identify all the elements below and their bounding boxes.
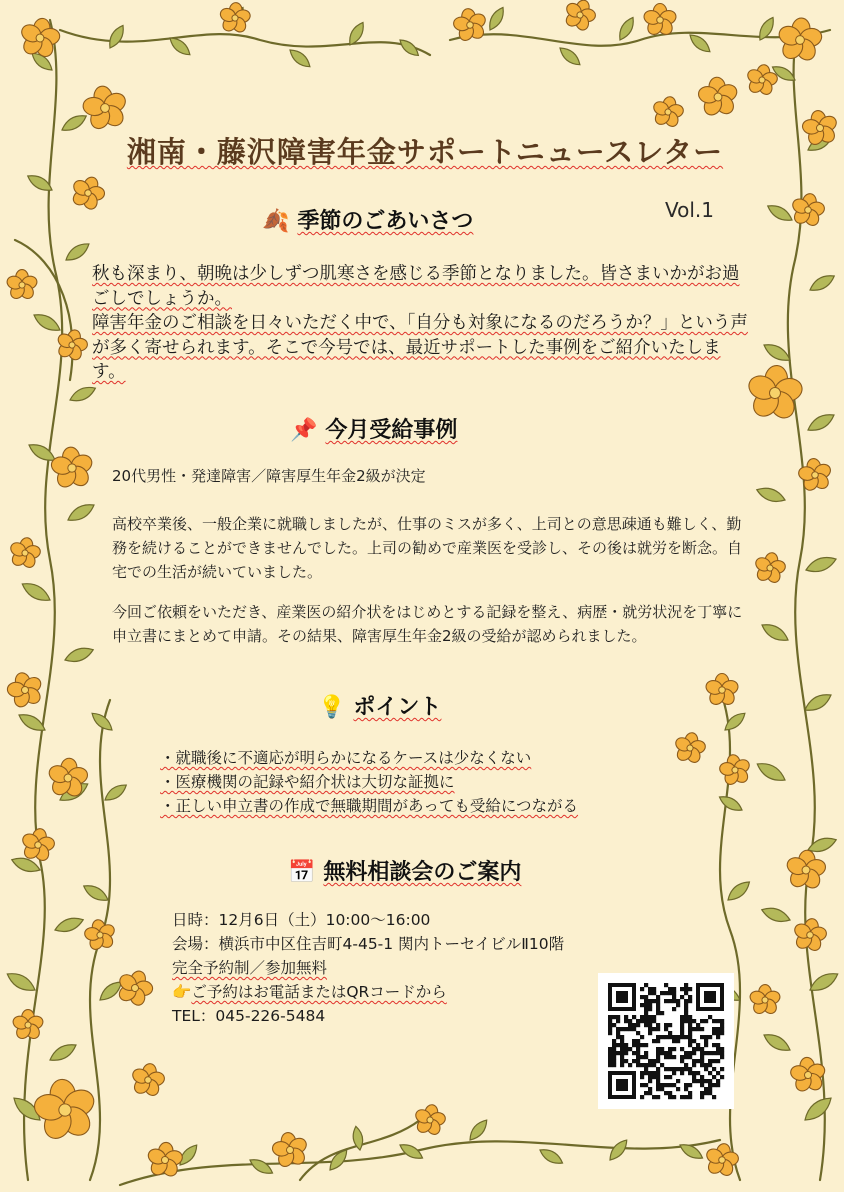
flower: [81, 917, 119, 954]
leaf: [754, 759, 788, 786]
leaf: [725, 878, 753, 904]
leaf: [806, 834, 838, 855]
greeting-paragraph-1: 秋も深まり、朝晩は少しずつ肌寒さを感じる季節となりました。皆さまいかがお過ごしでしょうか。: [92, 264, 740, 309]
flower: [695, 75, 741, 119]
flower: [2, 668, 48, 713]
leaf: [805, 410, 837, 435]
leaf: [19, 579, 53, 606]
consult-reserve: ご予約はお電話またはQRコードから: [191, 983, 447, 1001]
flower: [649, 94, 687, 131]
leaf: [616, 15, 638, 42]
flower: [11, 1010, 44, 1042]
leaf: [765, 201, 795, 224]
leaf: [102, 781, 129, 804]
leaf: [167, 34, 193, 58]
leaf: [466, 1117, 490, 1143]
leaf: [606, 1137, 630, 1163]
consult-venue: 会場：横浜市中区住吉町4-45-1 関内トーセイビルⅡ10階: [172, 935, 565, 953]
leaf: [759, 620, 791, 645]
consult-note: 完全予約制／参加無料: [172, 959, 328, 977]
leaf: [761, 340, 793, 365]
leaf: [26, 440, 58, 465]
flower: [788, 1056, 829, 1095]
vine: [120, 1140, 720, 1185]
leaf: [717, 793, 744, 815]
leaf: [807, 271, 837, 294]
case-paragraph-1: 高校卒業後、一般企業に就職しましたが、仕事のミスが多く、上司との意思疎通も難しく、勤務を続けることができませんでした。上司の勧めで産業医を受診し、その後は就労を断念。自宅での生活が続いていました。: [112, 515, 743, 581]
flower: [704, 674, 740, 708]
greeting-body: [92, 262, 752, 385]
leaf: [57, 779, 91, 806]
leaf: [678, 1141, 705, 1163]
point-item: ・正しい申立書の作成で無職期間があっても受給につながる: [160, 797, 579, 815]
case-heading-text: 今月受給事例: [325, 418, 458, 443]
flower: [450, 6, 491, 45]
leaf: [97, 978, 125, 1004]
leaf: [10, 1093, 44, 1125]
flower: [65, 171, 110, 215]
greeting-heading: [262, 204, 473, 235]
flower: [78, 82, 133, 135]
volume-number: Vol.1: [665, 198, 715, 222]
flower: [774, 16, 825, 65]
flower: [701, 1141, 742, 1180]
vine: [24, 20, 62, 1180]
greeting-paragraph-2: 障害年金のご相談を日々いただく中で、「自分も対象になるのだろうか？」という声が多く寄せられます。そこで今号では、最近サポートした事例をご紹介いたします。: [92, 313, 748, 382]
leaf: [801, 1093, 835, 1125]
flower: [217, 1, 253, 35]
qr-code-graphic: [598, 973, 734, 1109]
leaf: [760, 904, 792, 925]
flower: [15, 15, 64, 62]
leaf: [10, 854, 42, 875]
leaf: [47, 1040, 79, 1065]
leaf-emoji-icon: 🍂: [262, 209, 290, 234]
leaf: [770, 63, 797, 85]
leaf: [755, 484, 787, 505]
vine: [60, 30, 430, 55]
leaf: [397, 37, 421, 59]
leaf: [687, 31, 713, 55]
flower: [716, 752, 754, 789]
leaf: [81, 881, 111, 904]
leaf: [4, 969, 38, 996]
flower: [28, 1075, 103, 1147]
flower: [127, 1061, 168, 1100]
flower: [751, 550, 789, 587]
vine: [90, 700, 110, 1180]
leaf: [31, 310, 63, 335]
flower: [52, 326, 92, 365]
newsletter-title: 湘南・藤沢障害年金サポートニュースレター: [126, 135, 724, 169]
consult-info: [172, 908, 564, 1028]
flower: [795, 456, 835, 494]
leaf: [25, 171, 55, 194]
flower: [798, 107, 842, 149]
leaf: [346, 20, 368, 47]
flower: [48, 445, 97, 492]
leaf: [557, 44, 583, 68]
leaf: [804, 553, 838, 575]
case-paragraph-2: 今回ご依頼をいただき、産業医の紹介状をはじめとする記録を整え、病歴・就労状況を丁寧に申立書にまとめて申請。その結果、障害厚生年金2級の受給が認められました。: [112, 603, 743, 645]
flower: [642, 4, 678, 38]
flower: [45, 756, 91, 800]
leaf: [248, 1156, 275, 1178]
leaf: [807, 969, 841, 996]
points-list: [160, 746, 578, 818]
leaf: [226, 5, 248, 32]
consult-heading-text: 無料相談会のご案内: [323, 860, 522, 885]
case-heading: [290, 413, 457, 444]
leaf: [63, 644, 95, 665]
leaf: [16, 710, 48, 735]
case-summary: 20代男性・発達障害／障害厚生年金2級が決定: [112, 467, 426, 485]
pointing-hand-emoji-icon: 👉: [172, 983, 192, 1001]
greeting-heading-text: 季節のごあいさつ: [297, 209, 474, 234]
leaf: [802, 690, 834, 715]
flower: [743, 363, 807, 424]
flower: [111, 965, 159, 1012]
flower: [748, 985, 781, 1017]
leaf: [89, 710, 115, 734]
flower: [6, 535, 44, 572]
leaf: [106, 23, 128, 50]
flower: [268, 1129, 312, 1171]
leaf: [68, 383, 98, 404]
point-item: ・就職後に不適応が明らかになるケースは少なくない: [160, 749, 532, 767]
vine: [450, 30, 830, 46]
vine: [788, 20, 825, 1180]
leaf: [722, 710, 748, 734]
vine: [15, 240, 73, 380]
leaf: [326, 1147, 350, 1173]
leaf: [756, 15, 778, 42]
leaf: [176, 1142, 200, 1168]
pushpin-emoji-icon: 📌: [290, 418, 318, 443]
consult-reserve-line: [172, 980, 564, 1004]
flower: [787, 191, 828, 230]
point-item: ・医療機関の記録や紹介状は大切な証拠に: [160, 773, 455, 791]
leaf: [805, 131, 835, 154]
lightbulb-emoji-icon: 💡: [318, 695, 346, 720]
consult-date: 日時：12月6日（土）10:00～16:00: [172, 911, 431, 929]
leaf: [761, 1030, 793, 1055]
consult-tel[interactable]: TEL：045-226-5484: [172, 1007, 326, 1025]
leaf: [538, 1146, 565, 1168]
leaf: [486, 5, 508, 32]
flower: [559, 0, 601, 36]
flower: [144, 1141, 185, 1180]
leaf: [53, 914, 85, 935]
vine: [300, 1120, 420, 1180]
consult-heading: [288, 855, 521, 886]
leaf: [63, 240, 92, 265]
flower: [5, 270, 38, 302]
leaf: [398, 1141, 425, 1163]
flower: [789, 916, 830, 955]
points-heading: [318, 690, 441, 721]
flower: [743, 62, 781, 99]
flower: [671, 730, 709, 767]
flower: [783, 848, 829, 892]
leaf: [65, 500, 97, 525]
leaf: [287, 46, 313, 70]
leaf: [29, 50, 55, 74]
flower: [17, 826, 58, 865]
qr-code[interactable]: [598, 973, 734, 1109]
calendar-emoji-icon: 📅: [288, 860, 316, 885]
flower: [411, 1102, 449, 1139]
points-heading-text: ポイント: [353, 695, 442, 720]
leaf: [351, 1126, 364, 1151]
